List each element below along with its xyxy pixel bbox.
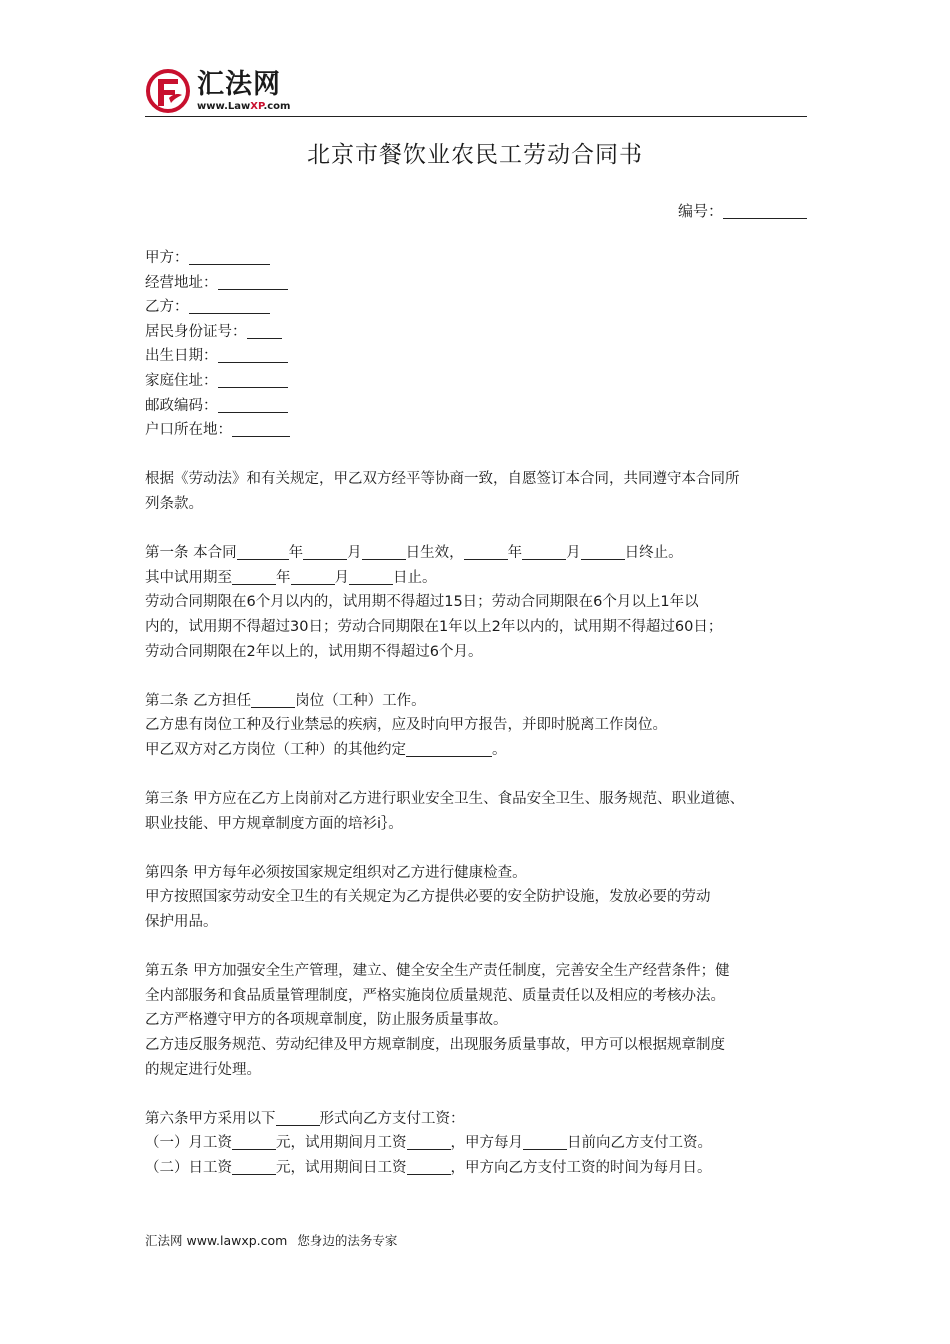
page-footer [145,1232,397,1250]
party-field-label: 乙方： [145,299,189,316]
blank[interactable] [291,568,335,585]
party-field [145,369,817,394]
article-5-line: 第五条 甲方加强安全生产管理，建立、健全安全生产责任制度，完善安全生产经营条件；健 [145,963,730,980]
logo-text [197,70,290,113]
document-title: 北京市餐饮业农民工劳动合同书 [307,142,643,168]
article-6-line-3: （二）日工资 元，试用期间日工资 ，甲方向乙方支付工资的时间为每月日。 [145,1159,712,1176]
party-field-label: 甲方： [145,250,189,266]
article-5-line: 乙方违反服务规范、劳动纪律及甲方规章制度，出现服务质量事故，甲方可以根据规章制度 [145,1037,725,1053]
site-logo[interactable] [145,66,290,116]
article-5-line: 的规定进行处理。 [145,1061,261,1078]
article-4-line: 甲方按照国家劳动安全卫生的有关规定为乙方提供必要的安全防护设施，发放必要的劳动 [145,889,711,906]
article-1-line-5: 劳动合同期限在2年以上的，试用期不得超过6个月。 [145,643,483,660]
party-info-section [145,246,817,443]
party-field-label: 家庭住址： [145,372,218,389]
article-2-line-1: 第二条 乙方担任 岗位（工种）工作。 [145,692,426,709]
blank[interactable] [407,1158,451,1175]
serial-label: 编号： [677,202,723,220]
serial-number-field [678,200,807,222]
blank[interactable] [251,691,295,708]
blank[interactable] [581,543,625,560]
article-3-line: 职业技能、甲方规章制度方面的培衫i｝。 [145,815,403,832]
article-3-line: 第三条 甲方应在乙方上岗前对乙方进行职业安全卫生、食品安全卫生、服务规范、职业道德、 [145,791,745,808]
article-4-line: 第四条 甲方每年必须按国家规定组织对乙方进行健康检查。 [145,864,527,881]
blank[interactable] [237,543,289,560]
party-field-blank[interactable] [218,346,288,363]
article-4-line: 保护用品。 [145,914,218,931]
logo-url: www.LawXP.com [197,100,291,112]
article-6-line-1: 第六条甲方采用以下 形式向乙方支付工资： [145,1110,465,1127]
party-field-label: 户口所在地： [145,422,232,439]
party-field-blank[interactable] [218,396,288,413]
article-5-line: 全内部服务和食品质量管理制度，严格实施岗位质量规范、质量责任以及相应的考核办法。 [145,987,725,1004]
blank[interactable] [407,1133,451,1150]
blank[interactable] [464,543,508,560]
party-field [145,271,817,296]
party-field [145,320,817,345]
footer-site-link[interactable]: 汇法网 www.lawxp.com [145,1233,288,1248]
article-6-line-2: （一）月工资 元，试用期间月工资 ，甲方每月 日前向乙方支付工资。 [145,1135,712,1152]
blank[interactable] [523,1133,567,1150]
footer-slogan: 您身边的法务专家 [297,1233,398,1248]
party-field-label: 经营地址： [145,274,218,291]
intro-line: 列条款。 [145,495,203,512]
party-field-blank[interactable] [218,273,288,290]
blank[interactable] [232,1133,276,1150]
article-1-line-3: 劳动合同期限在6个月以内的，试用期不得超过15日；劳动合同期限在6个月以上1年以 [145,594,699,611]
party-field-blank[interactable] [232,420,290,437]
party-field [145,295,817,320]
party-field-label: 居民身份证号： [145,323,247,340]
serial-blank[interactable] [723,202,807,219]
party-field-blank[interactable] [189,297,270,314]
blank[interactable] [349,568,393,585]
intro-line: 根据《劳动法》和有关规定，甲乙双方经平等协商一致，自愿签订本合同，共同遵守本合同所 [145,471,740,488]
article-2-line-2: 乙方患有岗位工种及行业禁忌的疾病，应及时向甲方报告，并即时脱离工作岗位。 [145,717,667,734]
article-5-line: 乙方严格遵守甲方的各项规章制度，防止服务质量事故。 [145,1012,508,1029]
header-divider [145,116,807,117]
party-field [145,418,817,443]
blank[interactable] [406,740,492,757]
party-field [145,246,817,271]
blank[interactable] [276,1109,320,1126]
lawxp-logo-icon [145,68,191,114]
blank[interactable] [232,568,276,585]
party-field-blank[interactable] [247,322,282,339]
party-field [145,394,817,419]
party-field [145,344,817,369]
logo-name: 汇法网 [197,68,281,100]
party-field-blank[interactable] [189,248,270,265]
party-field-label: 邮政编码： [145,397,218,414]
contract-body [145,246,817,1181]
blank[interactable] [362,543,406,560]
blank[interactable] [232,1158,276,1175]
blank[interactable] [522,543,566,560]
article-1-line-2: 其中试用期至 年 月 日止。 [145,569,437,586]
article-1-line-1: 第一条 本合同 年 月 日生效， 年 月 日终止。 [145,545,683,562]
blank[interactable] [303,543,347,560]
article-2-line-3: 甲乙双方对乙方岗位（工种）的其他约定 。 [145,741,507,758]
article-1-line-4: 内的，试用期不得超过30日；劳动合同期限在1年以上2年以内的，试用期不得超过60日； [145,618,723,635]
party-field-label: 出生日期： [145,348,218,365]
party-field-blank[interactable] [218,371,288,388]
